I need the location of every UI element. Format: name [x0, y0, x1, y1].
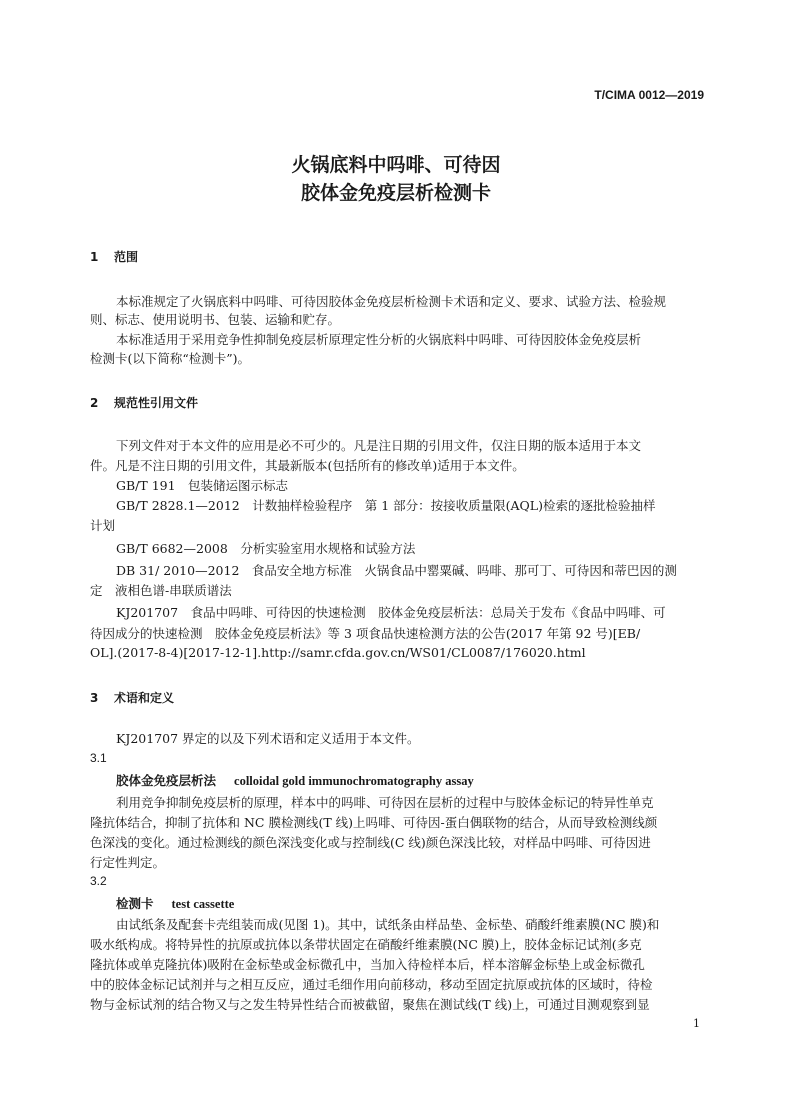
- reference-item-continuation: 定 液相色谱-串联质谱法: [90, 583, 232, 598]
- paragraph-line: 件。凡是不注日期的引用文件，其最新版本(包括所有的修改单)适用于本文件。: [90, 458, 525, 473]
- definition-line: 吸水纸构成。将特异性的抗原或抗体以条带状固定在硝酸纤维素膜(NC 膜)上，胶体金标记试剂(多克: [90, 937, 642, 952]
- term-entry: [116, 894, 234, 912]
- term-entry: [116, 771, 474, 789]
- definition-line: 中的胶体金标记试剂并与之相互反应，通过毛细作用向前移动，移动至固定抗原或抗体的区域时，待检: [90, 977, 653, 992]
- paragraph-line: 则、标志、使用说明书、包装、运输和贮存。: [90, 312, 341, 327]
- section-1-heading: [90, 248, 138, 265]
- term-english: test cassette: [171, 897, 235, 911]
- reference-item: DB 31/ 2010—2012 食品安全地方标准 火锅食品中罂粟碱、吗啡、那可丁、可待因和蒂巴因的测: [116, 563, 677, 578]
- section-title: 范围: [114, 250, 139, 264]
- definition-line: 行定性判定。: [90, 855, 166, 870]
- reference-item: GB/T 191 包装储运图示标志: [116, 478, 289, 493]
- page-number: 1: [693, 1017, 700, 1030]
- standard-code: T/CIMA 0012—2019: [594, 88, 704, 102]
- section-number: 2: [90, 396, 99, 410]
- clause-number: 3.1: [90, 751, 107, 765]
- definition-line: 利用竞争抑制免疫层析的原理，样本中的吗啡、可待因在层析的过程中与胶体金标记的特异性单克: [116, 795, 654, 810]
- section-title: 规范性引用文件: [114, 396, 199, 410]
- section-number: 1: [90, 250, 99, 264]
- definition-line: 隆抗体或单克隆抗体)吸附在金标垫或金标微孔中，当加入待检样本后，样本溶解金标垫上或金标微孔: [90, 957, 645, 972]
- paragraph-line: 本标准规定了火锅底料中吗啡、可待因胶体金免疫层析检测卡术语和定义、要求、试验方法、检验规: [116, 294, 667, 309]
- reference-item-continuation: 计划: [90, 518, 116, 533]
- reference-item-continuation: 待因成分的快速检测 胶体金免疫层析法》等 3 项食品快速检测方法的公告(2017 年第 92 号)[EB/: [90, 626, 641, 641]
- section-number: 3: [90, 691, 99, 705]
- term-chinese: 检测卡: [116, 896, 154, 911]
- document-title-line-1: 火锅底料中吗啡、可待因: [291, 154, 501, 176]
- definition-line: 物与金标试剂的结合物又与之发生特异性结合而被截留，聚焦在测试线(T 线)上，可通过目测观察到显: [90, 997, 650, 1012]
- term-english: colloidal gold immunochromatography assay: [234, 774, 474, 788]
- section-title: 术语和定义: [114, 691, 175, 705]
- definition-line: 由试纸条及配套卡壳组装而成(见图 1)。其中，试纸条由样品垫、金标垫、硝酸纤维素膜(NC 膜)和: [116, 917, 660, 932]
- section-3-heading: [90, 689, 174, 706]
- definition-line: 色深浅的变化。通过检测线的颜色深浅变化或与控制线(C 线)颜色深浅比较，对样品中吗啡、可待因进: [90, 835, 651, 850]
- section-2-heading: [90, 394, 198, 411]
- clause-number: 3.2: [90, 874, 107, 888]
- paragraph-line: KJ201707 界定的以及下列术语和定义适用于本文件。: [116, 731, 420, 746]
- paragraph-line: 检测卡(以下简称“检测卡”)。: [90, 351, 251, 366]
- definition-line: 隆抗体结合，抑制了抗体和 NC 膜检测线(T 线)上吗啡、可待因-蛋白偶联物的结合，从而导致检测线颜: [90, 815, 658, 830]
- document-title-line-2: 胶体金免疫层析检测卡: [300, 182, 491, 204]
- paragraph-line: 下列文件对于本文件的应用是必不可少的。凡是注日期的引用文件，仅注日期的版本适用于本文: [116, 438, 642, 453]
- term-chinese: 胶体金免疫层析法: [116, 773, 217, 788]
- reference-item: GB/T 6682—2008 分析实验室用水规格和试验方法: [116, 541, 416, 556]
- reference-item-continuation: OL].(2017-8-4)[2017-12-1].http://samr.cfda.gov.cn/WS01/CL0087/176020.html: [90, 645, 586, 660]
- reference-item: KJ201707 食品中吗啡、可待因的快速检测 胶体金免疫层析法：总局关于发布《食品中吗啡、可: [116, 605, 666, 620]
- paragraph-line: 本标准适用于采用竞争性抑制免疫层析原理定性分析的火锅底料中吗啡、可待因胶体金免疫层析: [116, 332, 642, 347]
- reference-item: GB/T 2828.1—2012 计数抽样检验程序 第 1 部分：按接收质量限(AQL)检索的逐批检验抽样: [116, 498, 656, 513]
